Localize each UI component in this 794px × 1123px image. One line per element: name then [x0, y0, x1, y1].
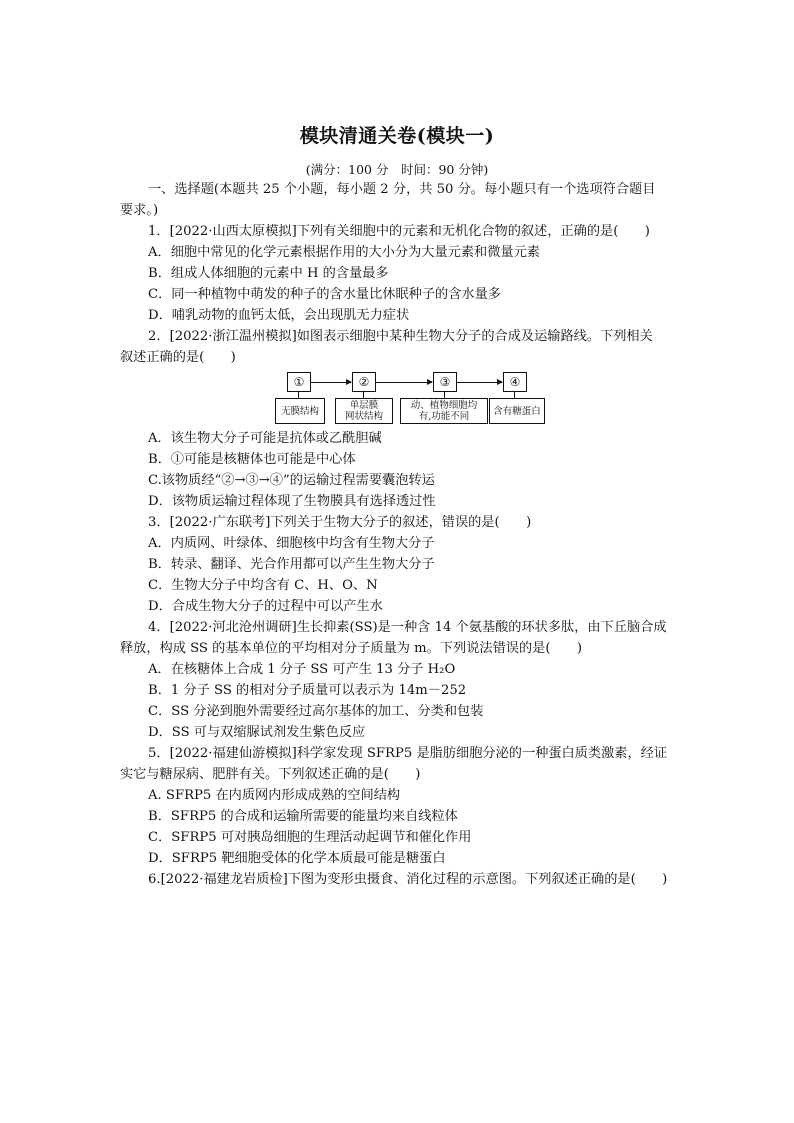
q4-stem-cont: 释放，构成 SS 的基本单位的平均相对分子质量为 m。下列说法错误的是( ) — [120, 641, 583, 656]
node-4: ④ — [503, 372, 527, 392]
arrow-2-3 — [376, 382, 432, 383]
q2-stem-cont: 叙述正确的是( ) — [120, 350, 236, 365]
desc-1 — [275, 398, 325, 424]
q2-option-c: C.该物质经“②→③→④”的运输过程需要囊泡转运 — [148, 473, 435, 488]
q4-option-b: B．1 分子 SS 的相对分子质量可以表示为 14m－252 — [148, 683, 467, 698]
q3-option-a: A．内质网、叶绿体、细胞核中均含有生物大分子 — [148, 536, 435, 551]
desc-4 — [489, 398, 545, 424]
exam-info: (满分：100 分 时间：90 分钟) — [305, 162, 489, 177]
section-heading-cont: 要求。) — [120, 203, 159, 218]
q6-stem: 6.[2022·福建龙岩质检]下图为变形虫摄食、消化过程的示意图。下列叙述正确的是( ) — [148, 872, 668, 887]
desc-3 — [400, 398, 488, 424]
q3-option-d: D．合成生物大分子的过程中可以产生水 — [148, 599, 383, 614]
q3-stem: 3．[2022·广东联考]下列关于生物大分子的叙述，错误的是( ) — [148, 515, 532, 530]
node-3: ③ — [433, 372, 457, 392]
desc-4-text: 含有糖蛋白 — [493, 405, 541, 417]
q3-option-c: C．生物大分子中均含有 C、H、O、N — [148, 578, 378, 593]
q5-option-b: B．SFRP5 的合成和运输所需要的能量均来自线粒体 — [148, 809, 458, 824]
desc-2 — [335, 398, 393, 424]
q5-stem: 5．[2022·福建仙游模拟]科学家发现 SFRP5 是脂肪细胞分泌的一种蛋白质类激素，经证 — [148, 746, 668, 761]
desc-1-text: 无膜结构 — [280, 405, 319, 417]
node-1: ① — [287, 372, 311, 392]
arrow-1-2 — [311, 382, 351, 383]
q1-stem: 1．[2022·山西太原模拟]下列有关细胞中的元素和无机化合物的叙述，正确的是( ) — [148, 224, 650, 239]
q4-stem: 4．[2022·河北沧州调研]生长抑素(SS)是一种含 14 个氨基酸的环状多肽，由下丘脑合成 — [148, 620, 667, 635]
q1-option-c: C．同一种植物中萌发的种子的含水量比休眠种子的含水量多 — [148, 287, 501, 302]
q1-option-a: A．细胞中常见的化学元素根据作用的大小分为大量元素和微量元素 — [148, 245, 540, 260]
q2-option-b: B．①可能是核糖体也可能是中心体 — [148, 452, 356, 467]
desc-3-text: 动、植物细胞均 有,功能不同 — [410, 400, 478, 422]
desc-2-text: 单层膜 网状结构 — [344, 400, 383, 422]
q3-option-b: B．转录、翻译、光合作用都可以产生生物大分子 — [148, 557, 435, 572]
q2-option-d: D．该物质运输过程体现了生物膜具有选择透过性 — [148, 494, 436, 509]
q5-stem-cont: 实它与糖尿病、肥胖有关。下列叙述正确的是( ) — [120, 767, 421, 782]
node-2: ② — [352, 372, 376, 392]
section-heading: 一、选择题(本题共 25 个小题，每小题 2 分，共 50 分。每小题只有一个选项符合题目 — [148, 182, 656, 197]
synthesis-route-diagram — [275, 368, 541, 426]
q1-option-d: D．哺乳动物的血钙太低，会出现肌无力症状 — [148, 308, 410, 323]
q4-option-d: D．SS 可与双缩脲试剂发生紫色反应 — [148, 725, 366, 740]
q2-option-a: A．该生物大分子可能是抗体或乙酰胆碱 — [148, 431, 382, 446]
q5-option-c: C．SFRP5 可对胰岛细胞的生理活动起调节和催化作用 — [148, 830, 472, 845]
q5-option-d: D．SFRP5 靶细胞受体的化学本质最可能是糖蛋白 — [148, 851, 446, 866]
q2-stem: 2．[2022·浙江温州模拟]如图表示细胞中某种生物大分子的合成及运输路线。下列相关 — [148, 329, 653, 344]
q4-option-c: C．SS 分泌到胞外需要经过高尔基体的加工、分类和包装 — [148, 704, 484, 719]
arrow-3-4 — [457, 382, 502, 383]
page-title: 模块清通关卷(模块一) — [299, 125, 495, 147]
q4-option-a: A．在核糖体上合成 1 分子 SS 可产生 13 分子 H₂O — [148, 662, 456, 677]
q5-option-a: A. SFRP5 在内质网内形成成熟的空间结构 — [148, 788, 401, 803]
q1-option-b: B．组成人体细胞的元素中 H 的含量最多 — [148, 266, 389, 281]
